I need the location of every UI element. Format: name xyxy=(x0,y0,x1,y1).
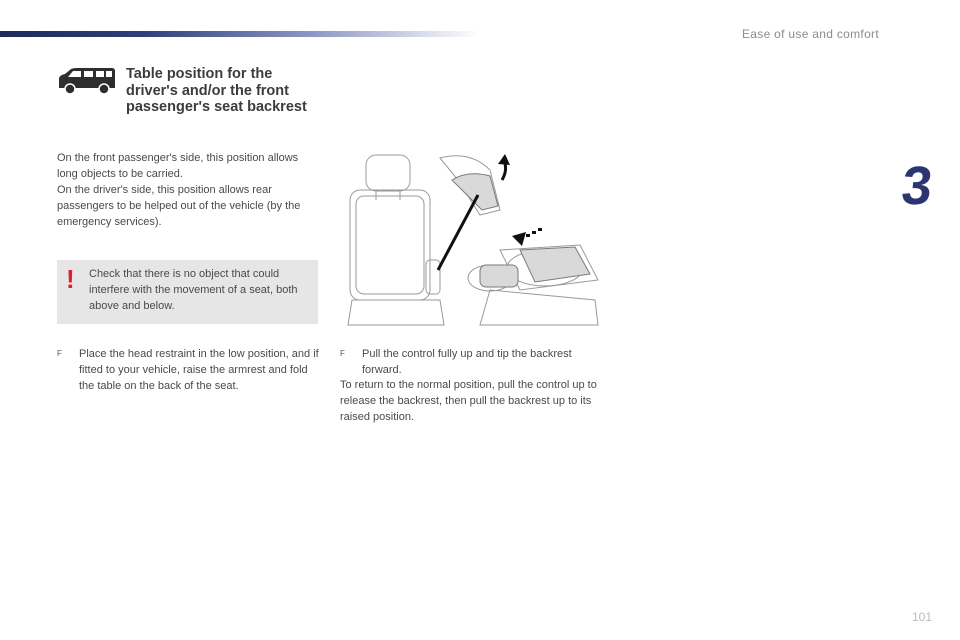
step-bullet: F xyxy=(340,349,345,358)
warning-text: Check that there is no object that could interfere with the movement of a seat, both above and below. xyxy=(89,268,298,312)
page-heading: Table position for the driver's and/or the front passenger's seat backrest xyxy=(126,66,307,115)
intro-text xyxy=(57,150,322,230)
step-bullet: F xyxy=(57,349,62,358)
van-side-icon xyxy=(57,66,117,96)
exclamation-icon: ! xyxy=(66,264,75,294)
return-instructions: To return to the normal position, pull the control up to release the backrest, then pull the backrest up to its raised position. xyxy=(340,379,597,423)
intro-paragraph-2: On the driver's side, this position allows rear passengers to be helped out of the vehicle (by the emergency services). xyxy=(57,184,301,228)
page-number: 101 xyxy=(912,610,933,624)
section-title: Ease of use and comfort xyxy=(742,27,879,41)
seat-table-illustration xyxy=(340,150,605,330)
step-text: Pull the control fully up and tip the backrest forward. xyxy=(362,348,572,376)
step-text: Place the head restraint in the low position, and if fitted to your vehicle, raise the armrest and fold the table on the back of the seat. xyxy=(79,348,319,392)
warning-box xyxy=(57,260,318,324)
intro-paragraph-1: On the front passenger's side, this position allows long objects to be carried. xyxy=(57,152,299,180)
chapter-number: 3 xyxy=(898,156,936,216)
header-gradient-bar xyxy=(0,31,480,37)
